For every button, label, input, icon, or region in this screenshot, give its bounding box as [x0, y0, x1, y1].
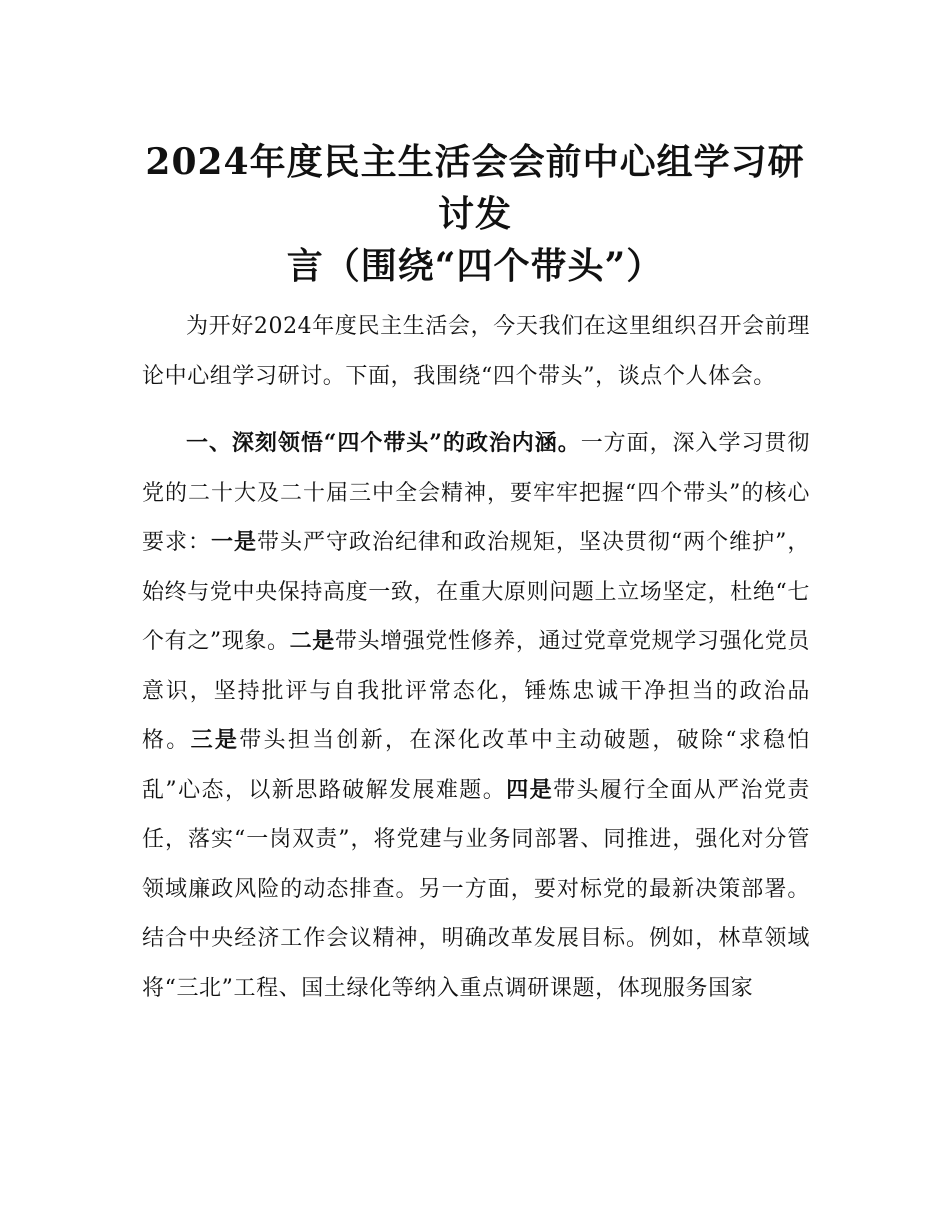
section-1-text-4: 带头担当创新，在深化改革中主动破题，破除“求稳怕乱”心态，以新思路破解发展难题。 [142, 728, 810, 803]
point-1-label: 一是 [211, 529, 257, 555]
section-1-text-3: 带头增强党性修养，通过党章党规学习强化党员意识，坚持批评与自我批评常态化，锤炼忠诚干净担当的政治品格。 [142, 629, 810, 753]
section-1-text-5: 带头履行全面从严治党责任，落实“一岗双责”，将党建与业务同部署、同推进，强化对分管领域廉政风险的动态排查。另一方面，要对标党的最新决策部署。结合中央经济工作会议精神，明确改革发展目标。例如，林草领域将“三北”工程、国土绿化等纳入重点调研课题，体现服务国家 [142, 777, 810, 1001]
point-3-label: 三是 [190, 727, 240, 753]
document-title [140, 136, 810, 292]
document-body [142, 302, 810, 1013]
title-line-1: 2024年度民主生活会会前中心组学习研讨发 [145, 141, 805, 236]
section-1-text-2: 带头严守政治纪律和政治规矩，坚决贯彻“两个维护”，始终与党中央保持高度一致，在重大原则问题上立场坚定，杜绝“七个有之”现象。 [142, 530, 810, 654]
title-line-2: 言（围绕“四个带头”） [286, 245, 664, 288]
section-1-heading: 一、深刻领悟“四个带头”的政治内涵。 [186, 430, 581, 456]
section-1-text-1: 一方面，深入学习贯彻党的二十大及二十届三中全会精神，要牢牢把握“四个带头”的核心要求： [142, 431, 810, 555]
point-2-label: 二是 [289, 628, 335, 654]
point-4-label: 四是 [506, 776, 554, 803]
intro-paragraph: 为开好2024年度民主生活会，今天我们在这里组织召开会前理论中心组学习研讨。下面，我围绕“四个带头”，谈点个人体会。 [142, 314, 810, 389]
section-1-paragraph [142, 419, 810, 1013]
